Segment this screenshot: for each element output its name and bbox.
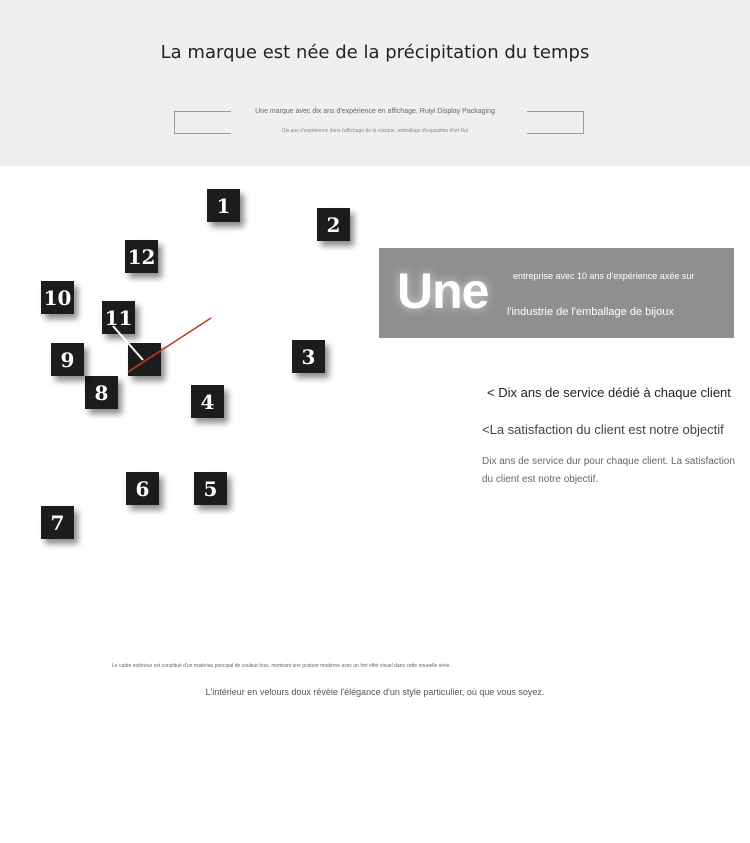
clock-number-2: 2 (317, 208, 350, 241)
clock-number-4: 4 (191, 385, 224, 418)
brand-banner (379, 248, 734, 338)
clock-number-11: 11 (102, 301, 135, 334)
clock-number-8: 8 (85, 376, 118, 409)
satisfaction-heading: <La satisfaction du client est notre objectif (482, 422, 724, 437)
clock-number-7: 7 (41, 506, 74, 539)
page-title: La marque est née de la précipitation du temps (160, 42, 590, 63)
clock-number-6: 6 (126, 472, 159, 505)
subtitle-line-1: Une marque avec dix ans d'expérience en affichage, Ruiyi Display Packaging (255, 108, 495, 115)
clock-hands (0, 166, 380, 586)
minute-hand (128, 318, 211, 372)
clock-number-12: 12 (125, 240, 158, 273)
subtitle-line-2: Dix ans d'expérience dans l'affichage de la marque, emballage d'exposition d'art Rui (281, 128, 469, 134)
banner-line-1: entreprise avec 10 ans d'expérience axée sur (513, 271, 695, 281)
clock-number-5: 5 (194, 472, 227, 505)
footer-line-2: L'intérieur en velours doux révèle l'élégance d'un style particulier, où que vous soyez. (205, 687, 545, 697)
hour-hand (113, 326, 143, 360)
header-section (0, 0, 750, 166)
clock-number-1: 1 (207, 189, 240, 222)
service-heading: < Dix ans de service dédié à chaque client (487, 385, 731, 400)
wall-clock-image (0, 166, 380, 586)
clock-number-9: 9 (51, 343, 84, 376)
footer-line-1: Le cadre extérieur est constitué d'un matériau principal de couleur bois, montrant une posture moderne avec un fort effet visuel dans cette nouvelle série. (112, 663, 451, 669)
banner-headline: Une (397, 263, 489, 319)
banner-line-2: l'industrie de l'emballage de bijoux (507, 306, 674, 318)
clock-number-10: 10 (41, 281, 74, 314)
service-description: Dix ans de service dur pour chaque client. La satisfaction du client est notre objectif. (482, 456, 735, 485)
clock-number-3: 3 (292, 340, 325, 373)
